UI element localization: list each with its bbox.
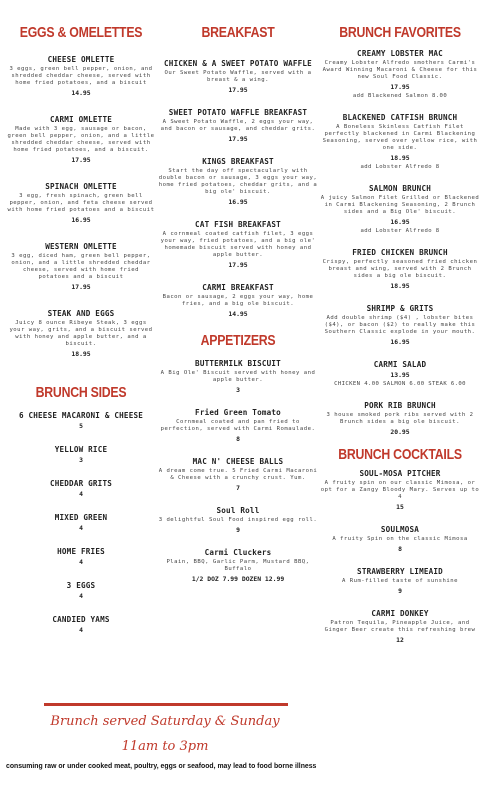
item-price: 18.95 bbox=[390, 282, 410, 290]
item-description: Made with 3 egg, sausage or bacon, green bell pepper, onion, and a little shredded cheddar cheese, served with home fried potatoes, and a biscuit. bbox=[7, 126, 155, 153]
menu-item bbox=[6, 55, 156, 97]
item-price: 4 bbox=[79, 626, 83, 634]
item-price: 9 bbox=[398, 587, 402, 595]
item-name: FRIED CHICKEN BRUNCH bbox=[352, 248, 448, 257]
menu-item bbox=[318, 304, 482, 346]
item-name: WESTERN OMLETTE bbox=[45, 242, 117, 251]
item-name: CARMI DONKEY bbox=[371, 609, 429, 618]
item-name: YELLOW RICE bbox=[54, 445, 108, 454]
item-price: 14.95 bbox=[71, 89, 91, 97]
menu-item bbox=[158, 408, 318, 443]
item-name: CARMI OMLETTE bbox=[49, 115, 113, 124]
item-name: Fried Green Tomato bbox=[195, 408, 281, 417]
item-name: SOUL-MOSA PITCHER bbox=[359, 469, 441, 478]
cocktails-section-title: BRUNCH COCKTAILS bbox=[338, 446, 462, 463]
side-item bbox=[6, 615, 156, 634]
item-price: 3 bbox=[236, 386, 240, 394]
item-price: 16.95 bbox=[390, 338, 410, 346]
favorites-section-title: BRUNCH FAVORITES bbox=[339, 24, 461, 41]
item-price: 12 bbox=[396, 636, 404, 644]
menu-item bbox=[318, 360, 482, 387]
item-description: 3 egg, fresh spinach, green bell pepper, onion, and feta cheese served with home fried potatoes and a biscuit bbox=[7, 193, 155, 213]
food-safety-disclaimer: consuming raw or under cooked meat, poultry, eggs or seafood, may lead to food borne illness bbox=[6, 761, 317, 770]
item-description: A fruity spin on our classic Mimosa, or opt for a Zangy Bloody Mary. Serves up to 4 bbox=[320, 480, 480, 500]
item-price: 1/2 DOZ 7.99 DOZEN 12.99 bbox=[191, 575, 285, 583]
item-description: Juicy 8 ounce Ribeye Steak, 3 eggs your way, grits, and a biscuit served with honey and apple butter, and a biscuit. bbox=[9, 320, 153, 347]
item-name: SOULMOSA bbox=[380, 525, 420, 534]
item-description: 3 eggs, green bell pepper, onion, and shredded cheddar cheese, served with home fried potatoes, and a biscuit bbox=[9, 66, 153, 86]
item-price: 16.95 bbox=[390, 218, 410, 226]
breakfast-section-title: BREAKFAST bbox=[201, 24, 275, 41]
item-name: KINGS BREAKFAST bbox=[202, 157, 274, 166]
item-price: 16.95 bbox=[71, 216, 91, 224]
item-addon-note: add Blackened Salmon 8.00 bbox=[352, 93, 448, 99]
item-price: 18.95 bbox=[71, 350, 91, 358]
brunch-days: Brunch served Saturday & Sunday bbox=[50, 714, 280, 729]
item-name: CHICKEN & A SWEET POTATO WAFFLE bbox=[164, 59, 312, 68]
item-description: Bacon or sausage, 2 eggs your way, home fries, and a big ole biscuit. bbox=[162, 294, 314, 307]
item-price: 20.95 bbox=[390, 428, 410, 436]
item-addon-note: add Lobster Alfredo 8 bbox=[360, 228, 440, 234]
menu-item bbox=[318, 469, 482, 511]
menu-item bbox=[6, 309, 156, 358]
item-name: HOME FRIES bbox=[57, 547, 105, 556]
left-column bbox=[6, 24, 156, 634]
item-description: A fruity Spin on the classic Mimosa bbox=[332, 536, 468, 542]
item-name: STRAWBERRY LIMEAID bbox=[357, 567, 443, 576]
item-price: 17.95 bbox=[228, 261, 248, 269]
item-description: Start the day off spectacularly with double bacon or sausage, 3 eggs your way, home fried potatoes, cheddar grits, and a big ole' biscuit. bbox=[158, 168, 318, 195]
item-description: Patron Tequila, Pineapple Juice, and Ginger Beer create this refreshing brew bbox=[324, 620, 476, 633]
item-name: BLACKENED CATFISH BRUNCH bbox=[342, 113, 458, 122]
eggs-section-title: EGGS & OMELETTES bbox=[19, 24, 143, 41]
menu-item bbox=[158, 157, 318, 206]
item-name: SALMON BRUNCH bbox=[368, 184, 432, 193]
item-addon-note: CHICKEN 4.00 SALMON 6.00 STEAK 6.00 bbox=[334, 381, 466, 387]
footer-divider bbox=[44, 703, 288, 706]
menu-item bbox=[6, 182, 156, 224]
menu-item bbox=[158, 548, 318, 583]
item-name: Carmi Cluckers bbox=[204, 548, 272, 557]
item-description: Plain, BBQ, Garlic Parm, Mustard BBQ, Buffalo bbox=[166, 559, 310, 572]
menu-item bbox=[318, 113, 482, 170]
side-item bbox=[6, 411, 156, 430]
item-description: Crispy, perfectly seasoned fried chicken breast and wing, served with 2 Brunch sides a big ole biscuit. bbox=[322, 259, 478, 279]
item-description: Our Sweet Potato Waffle, served with a breast & a wing. bbox=[164, 70, 312, 83]
item-price: 8 bbox=[398, 545, 402, 553]
item-name: CREAMY LOBSTER MAC bbox=[357, 49, 443, 58]
item-name: STEAK AND EGGS bbox=[47, 309, 115, 318]
item-description: A cornmeal coated catfish filet, 3 eggs your way, fried potatoes, and a big ole' homemade biscuit served with honey and apple butter. bbox=[160, 231, 316, 258]
item-price: 4 bbox=[79, 558, 83, 566]
item-name: CHEDDAR GRITS bbox=[49, 479, 113, 488]
item-price: 4 bbox=[79, 524, 83, 532]
menu-item bbox=[318, 184, 482, 234]
item-price: 17.95 bbox=[228, 135, 248, 143]
menu-item bbox=[318, 567, 482, 595]
item-price: 9 bbox=[236, 526, 240, 534]
item-name: MAC N' CHEESE BALLS bbox=[192, 457, 284, 466]
middle-column bbox=[158, 24, 318, 583]
menu-item bbox=[318, 609, 482, 644]
menu-item bbox=[6, 242, 156, 291]
item-price: 17.95 bbox=[71, 283, 91, 291]
item-description: A juicy Salmon Filet Grilled or Blackened in Carmi Blackening Seasoning, 2 Brunch sides and a Big Ole' biscuit. bbox=[320, 195, 480, 215]
item-name: SHRIMP & GRITS bbox=[366, 304, 434, 313]
menu-item bbox=[318, 401, 482, 436]
item-name: SPINACH OMLETTE bbox=[45, 182, 117, 191]
item-price: 15 bbox=[396, 503, 404, 511]
menu-item bbox=[158, 359, 318, 394]
item-name: MIXED GREEN bbox=[54, 513, 108, 522]
item-description: A Sweet Potato Waffle, 2 eggs your way, and bacon or sausage, and cheddar grits. bbox=[160, 119, 316, 132]
menu-item bbox=[158, 506, 318, 534]
menu-item bbox=[158, 220, 318, 269]
side-item bbox=[6, 479, 156, 498]
item-description: Add double shrimp ($4) , lobster bites ($4), or bacon ($2) to really make this Southern Classic explode in your mouth. bbox=[324, 315, 476, 335]
menu-item bbox=[158, 108, 318, 143]
item-name: CHEESE OMLETTE bbox=[47, 55, 115, 64]
item-price: 8 bbox=[236, 435, 240, 443]
item-price: 13.95 bbox=[390, 371, 410, 379]
sides-section-title: BRUNCH SIDES bbox=[35, 384, 127, 401]
menu-item bbox=[158, 59, 318, 94]
menu-item bbox=[6, 115, 156, 164]
item-price: 7 bbox=[236, 484, 240, 492]
item-price: 3 bbox=[79, 456, 83, 464]
item-price: 17.95 bbox=[228, 86, 248, 94]
item-price: 5 bbox=[79, 422, 83, 430]
item-description: A Big Ole' Biscuit served with honey and apple butter. bbox=[160, 370, 316, 383]
item-description: A Boneless Skinless Catfish Filet perfectly blackened in Carmi Blackening Seasoning, served over yellow rice, with one side. bbox=[322, 124, 478, 151]
menu-item bbox=[318, 248, 482, 290]
item-description: 3 delightful Soul Food inspired egg roll. bbox=[158, 517, 318, 523]
item-description: A Rum-filled taste of sunshine bbox=[341, 578, 459, 584]
item-name: CARMI SALAD bbox=[373, 360, 427, 369]
side-item bbox=[6, 581, 156, 600]
item-name: BUTTERMILK BISCUIT bbox=[195, 359, 281, 368]
item-price: 16.95 bbox=[228, 198, 248, 206]
item-description: 3 house smoked pork ribs served with 2 Brunch sides a big ole biscuit. bbox=[326, 412, 474, 425]
item-price: 4 bbox=[79, 592, 83, 600]
item-name: CANDIED YAMS bbox=[52, 615, 110, 624]
item-description: Creamy Lobster Alfredo smothers Carmi's Award Winning Macaroni & Cheese for this new Soul Food Classic. bbox=[322, 60, 478, 80]
brunch-hours: 11am to 3pm bbox=[121, 739, 209, 754]
side-item bbox=[6, 547, 156, 566]
menu-item bbox=[158, 457, 318, 492]
item-name: PORK RIB BRUNCH bbox=[364, 401, 436, 410]
item-description: Cornmeal coated and pan fried to perfection, served with Carmi Romaulade. bbox=[160, 419, 316, 432]
right-column bbox=[318, 24, 482, 644]
appetizers-section-title: APPETIZERS bbox=[200, 332, 276, 349]
item-price: 17.95 bbox=[390, 83, 410, 91]
menu-item bbox=[318, 525, 482, 553]
item-name: CARMI BREAKFAST bbox=[202, 283, 274, 292]
item-price: 18.95 bbox=[390, 154, 410, 162]
item-name: CAT FISH BREAKFAST bbox=[195, 220, 281, 229]
item-description: 3 egg, diced ham, green bell pepper, onion, and a little shredded cheddar cheese, served with home fried potatoes and a biscuit bbox=[11, 253, 151, 280]
item-description: A dream come true. 5 Fried Carmi Macaroni & Cheese with a crunchy crust. Yum. bbox=[158, 468, 318, 481]
item-name: SWEET POTATO WAFFLE BREAKFAST bbox=[168, 108, 308, 117]
item-addon-note: add Lobster Alfredo 8 bbox=[360, 164, 440, 170]
side-item bbox=[6, 445, 156, 464]
item-name: 3 EGGS bbox=[66, 581, 96, 590]
item-name: 6 CHEESE MACARONI & CHEESE bbox=[18, 411, 144, 420]
item-name: Soul Roll bbox=[216, 506, 260, 515]
item-price: 17.95 bbox=[71, 156, 91, 164]
item-price: 4 bbox=[79, 490, 83, 498]
menu-item bbox=[318, 49, 482, 99]
item-price: 14.95 bbox=[228, 310, 248, 318]
side-item bbox=[6, 513, 156, 532]
menu-item bbox=[158, 283, 318, 318]
